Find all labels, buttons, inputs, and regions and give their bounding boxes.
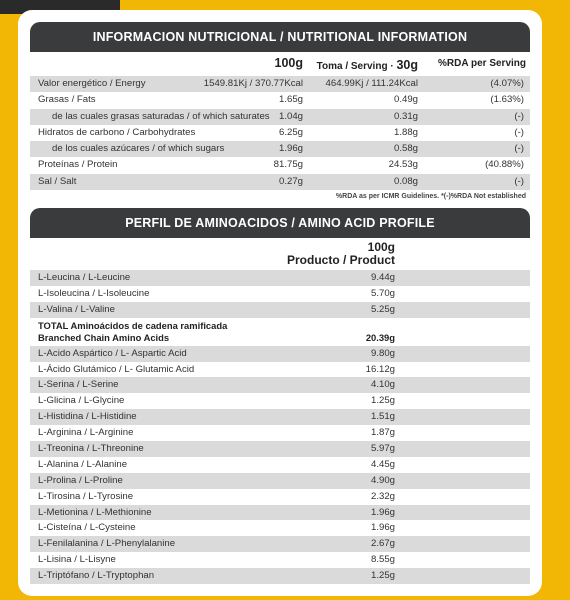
nutrition-panel bbox=[30, 22, 530, 200]
table-row bbox=[30, 92, 530, 108]
table-row bbox=[30, 536, 530, 552]
nutrient-label: Grasas / Fats bbox=[38, 94, 96, 106]
amino-column-headers bbox=[30, 238, 530, 270]
col-100g: 100g bbox=[274, 56, 303, 70]
table-row bbox=[30, 362, 530, 378]
value-rda: (-) bbox=[514, 143, 524, 155]
amino-acid-label: L-Glicina / L-Glycine bbox=[38, 395, 125, 407]
table-row bbox=[30, 473, 530, 489]
bcaa-total bbox=[30, 318, 530, 346]
value-100g: 81.75g bbox=[273, 159, 303, 171]
value-rda: (-) bbox=[514, 175, 524, 187]
value-serving: 24.53g bbox=[388, 159, 418, 171]
amino-acid-value: 9.44g bbox=[370, 272, 395, 283]
table-row bbox=[30, 270, 530, 286]
value-rda: (-) bbox=[514, 110, 524, 122]
col-rda: %RDA per Serving bbox=[438, 58, 526, 69]
amino-acid-value: 1.25g bbox=[370, 395, 395, 407]
amino-acid-value: 1.96g bbox=[370, 522, 395, 534]
amino-acid-value: 1.25g bbox=[370, 570, 395, 582]
amino-acid-value: 5.25g bbox=[370, 303, 395, 315]
bcaa-table bbox=[30, 270, 530, 318]
amino-acid-value: 2.67g bbox=[370, 538, 395, 550]
nutrient-label: Hidratos de carbono / Carbohydrates bbox=[38, 126, 196, 138]
value-100g: 1.04g bbox=[278, 110, 303, 122]
amino-acid-label: L-Alanina / L-Alanine bbox=[38, 458, 128, 470]
value-100g: 0.27g bbox=[278, 175, 303, 187]
nutrition-column-headers bbox=[30, 52, 530, 76]
nutrition-table bbox=[30, 76, 530, 190]
table-row bbox=[30, 505, 530, 521]
amino-acid-label: L-Leucina / L-Leucine bbox=[38, 272, 131, 283]
value-serving: 464.99Kj / 111.24Kcal bbox=[325, 78, 418, 89]
bcaa-total-label-es: TOTAL Aminoácidos de cadena ramificada bbox=[38, 319, 228, 331]
amino-title: PERFIL DE AMINOACIDOS / AMINO ACID PROFILE bbox=[30, 208, 530, 238]
table-row bbox=[30, 109, 530, 125]
nutrition-footnote: %RDA as per ICMR Guidelines. *(-)%RDA Not established bbox=[335, 193, 526, 201]
table-row bbox=[30, 409, 530, 425]
nutrient-label: Proteínas / Protein bbox=[38, 159, 118, 171]
table-row bbox=[30, 125, 530, 141]
col-100g-amino: 100g bbox=[367, 240, 395, 254]
amino-acid-value: 8.55g bbox=[370, 554, 395, 566]
col-serving-amount: 30g bbox=[396, 58, 418, 72]
table-row bbox=[30, 302, 530, 318]
table-row bbox=[30, 76, 530, 92]
amino-acid-label: L-Isoleucina / L-Isoleucine bbox=[38, 287, 150, 299]
table-row bbox=[30, 393, 530, 409]
table-row bbox=[30, 425, 530, 441]
amino-acid-label: L-Acido Aspártico / L- Aspartic Acid bbox=[38, 347, 187, 359]
amino-acid-label: L-Arginina / L-Arginine bbox=[38, 427, 134, 439]
value-rda: (40.88%) bbox=[485, 159, 524, 171]
nutrient-label: de las cuales grasas saturadas / of which saturates bbox=[52, 110, 270, 122]
amino-panel bbox=[30, 208, 530, 584]
table-row bbox=[30, 157, 530, 173]
nutrient-label: Sal / Salt bbox=[38, 175, 77, 187]
col-product: Producto / Product bbox=[287, 253, 395, 267]
amino-acid-value: 1.96g bbox=[370, 506, 395, 518]
amino-acid-label: L-Lisina / L-Lisyne bbox=[38, 554, 116, 566]
amino-table bbox=[30, 346, 530, 584]
value-serving: 0.08g bbox=[393, 175, 418, 187]
value-serving: 0.58g bbox=[393, 143, 418, 155]
amino-acid-label: L-Ácido Glutámico / L- Glutamic Acid bbox=[38, 363, 195, 375]
table-row bbox=[30, 520, 530, 536]
value-serving: 0.31g bbox=[393, 110, 418, 122]
table-row bbox=[30, 377, 530, 393]
value-rda: (-) bbox=[514, 126, 524, 138]
value-rda: (1.63%) bbox=[490, 94, 524, 106]
table-row bbox=[30, 286, 530, 302]
value-100g: 1.96g bbox=[278, 143, 303, 155]
amino-acid-value: 1.51g bbox=[370, 411, 395, 423]
value-rda: (4.07%) bbox=[490, 78, 524, 89]
amino-acid-label: L-Fenilalanina / L-Phenylalanine bbox=[38, 538, 176, 550]
amino-acid-label: L-Treonina / L-Threonine bbox=[38, 443, 144, 455]
bcaa-total-label-en: Branched Chain Amino Acids bbox=[38, 331, 170, 343]
table-row bbox=[30, 568, 530, 584]
value-serving: 1.88g bbox=[393, 126, 418, 138]
col-serving bbox=[317, 58, 418, 72]
amino-acid-label: L-Cisteína / L-Cysteine bbox=[38, 522, 136, 534]
amino-acid-value: 16.12g bbox=[365, 363, 395, 375]
table-row bbox=[30, 141, 530, 157]
table-row bbox=[30, 174, 530, 190]
table-row bbox=[30, 457, 530, 473]
amino-acid-value: 9.80g bbox=[370, 347, 395, 359]
value-100g: 1549.81Kj / 370.77Kcal bbox=[203, 78, 303, 89]
table-row bbox=[30, 441, 530, 457]
amino-acid-label: L-Histidina / L-Histidine bbox=[38, 411, 137, 423]
table-row bbox=[30, 489, 530, 505]
table-row bbox=[30, 346, 530, 362]
amino-acid-label: L-Valina / L-Valine bbox=[38, 303, 115, 315]
amino-acid-value: 4.10g bbox=[370, 379, 395, 391]
nutrient-label: de los cuales azúcares / of which sugars bbox=[52, 143, 225, 155]
nutrient-label: Valor energético / Energy bbox=[38, 78, 146, 89]
amino-acid-value: 4.45g bbox=[370, 458, 395, 470]
nutrition-title: INFORMACION NUTRICIONAL / NUTRITIONAL INFORMATION bbox=[30, 22, 530, 52]
amino-acid-value: 4.90g bbox=[370, 474, 395, 486]
value-serving: 0.49g bbox=[393, 94, 418, 106]
value-100g: 1.65g bbox=[278, 94, 303, 106]
bcaa-total-value: 20.39g bbox=[365, 331, 395, 343]
amino-acid-value: 5.70g bbox=[370, 287, 395, 299]
col-serving-label: Toma / Serving · bbox=[316, 61, 397, 72]
amino-acid-label: L-Triptófano / L-Tryptophan bbox=[38, 570, 155, 582]
amino-acid-label: L-Metionina / L-Methionine bbox=[38, 506, 152, 518]
amino-acid-value: 1.87g bbox=[370, 427, 395, 439]
amino-acid-value: 5.97g bbox=[370, 443, 395, 455]
amino-acid-label: L-Prolina / L-Proline bbox=[38, 474, 123, 486]
table-row bbox=[30, 552, 530, 568]
amino-acid-label: L-Serina / L-Serine bbox=[38, 379, 119, 391]
amino-acid-label: L-Tirosina / L-Tyrosine bbox=[38, 490, 134, 502]
amino-acid-value: 2.32g bbox=[370, 490, 395, 502]
value-100g: 6.25g bbox=[278, 126, 303, 138]
